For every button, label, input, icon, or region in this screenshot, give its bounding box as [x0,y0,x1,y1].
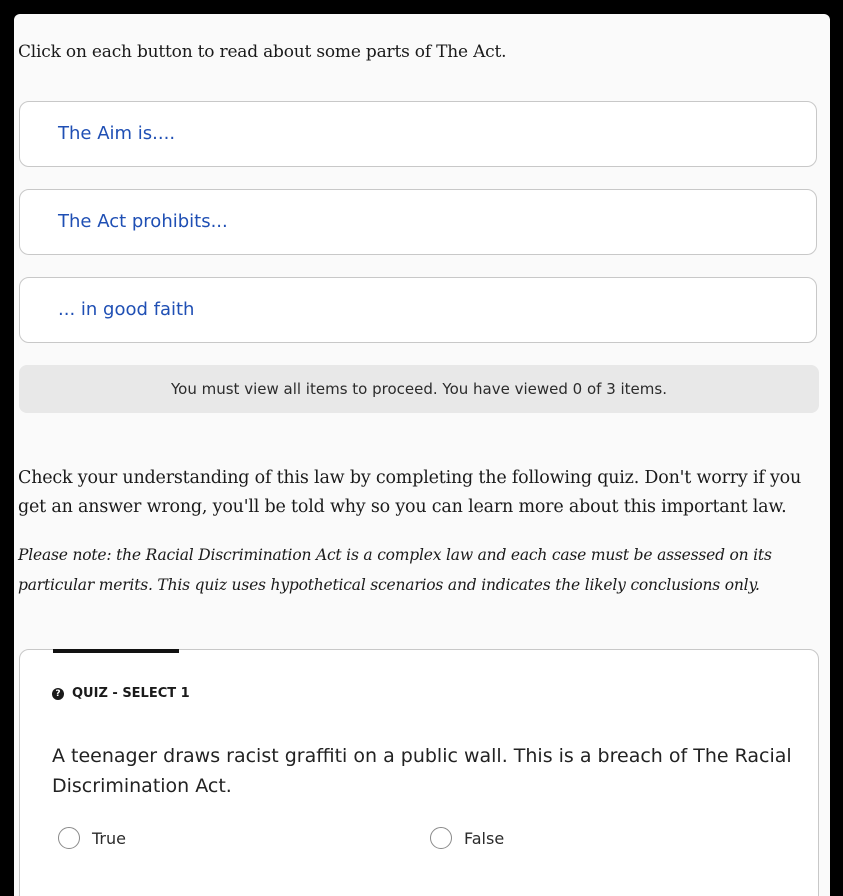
disclaimer-note: Please note: the Racial Discrimination Act is a complex law and each case must be assessed on its particular merits. This quiz uses hypothetical scenarios and indicates the likely conclusions only. [18,546,772,594]
accordion-button-label: The Act prohibits... [58,211,228,232]
radio-button[interactable] [430,827,452,849]
intro-text: Click on each button to read about some parts of The Act. [18,42,507,62]
radio-button[interactable] [58,827,80,849]
quiz-option-true[interactable] [58,827,126,849]
quiz-option-label: False [464,828,505,848]
quiz-intro-paragraph: Check your understanding of this law by completing the following quiz. Don't worry if you get an answer wrong, you'll be told why so you can learn more about this important law. [18,468,802,517]
progress-status-text: You must view all items to proceed. You have viewed 0 of 3 items. [171,380,667,398]
accordion-button-prohibits[interactable] [19,189,817,255]
lesson-page [14,14,830,896]
quiz-header [52,686,190,701]
accordion-button-good-faith[interactable] [19,277,817,343]
quiz-accent-bar [53,649,179,653]
progress-status-bar [19,365,819,413]
quiz-type-label: QUIZ - SELECT 1 [72,686,190,701]
accordion-button-label: ... in good faith [58,299,195,320]
quiz-option-false[interactable] [430,827,504,849]
accordion-button-aim[interactable] [19,101,817,167]
question-circle-icon: ? [52,688,64,700]
quiz-card [19,649,819,896]
quiz-option-label: True [92,828,126,848]
accordion-button-label: The Aim is.... [58,123,176,144]
quiz-question: A teenager draws racist graffiti on a public wall. This is a breach of The Racial Discrimination Act. [52,745,792,797]
